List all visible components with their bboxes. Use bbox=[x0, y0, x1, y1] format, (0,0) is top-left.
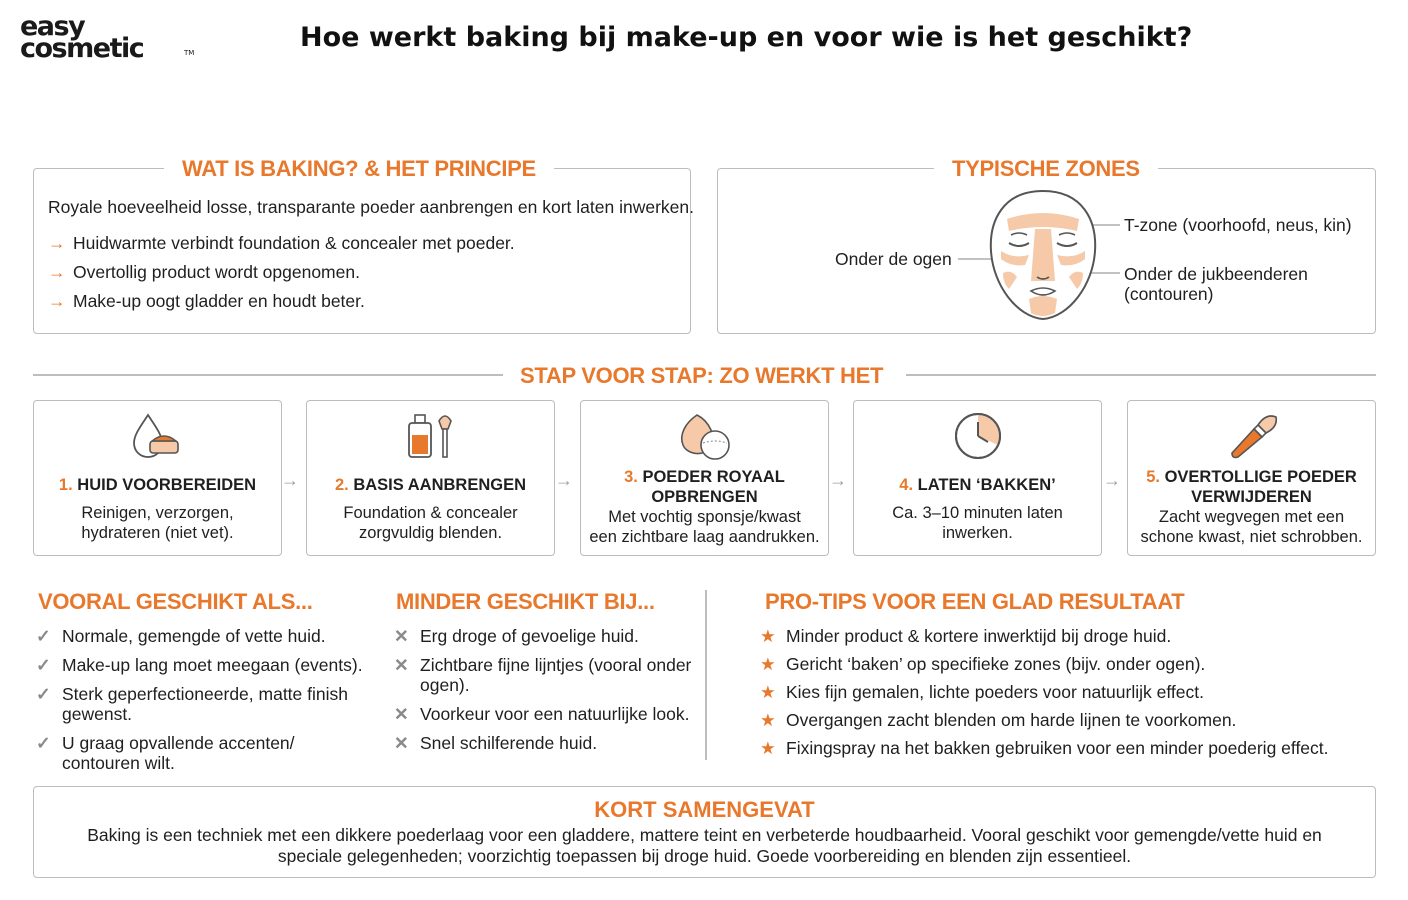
list-item bbox=[394, 704, 694, 724]
tips-list bbox=[760, 626, 1370, 766]
list-item bbox=[36, 684, 376, 724]
step-card-3 bbox=[580, 400, 829, 556]
step-title-line2: OPBRENGEN bbox=[651, 488, 758, 506]
brand-logo-line1: easy bbox=[20, 11, 85, 42]
list-item bbox=[760, 738, 1370, 758]
tips-title: PRO-TIPS VOOR EEN GLAD RESULTAAT bbox=[765, 589, 1185, 614]
suitable-title: VOORAL GESCHIKT ALS... bbox=[38, 589, 313, 614]
zone-label-under-eyes: Onder de ogen bbox=[835, 249, 952, 269]
cross-icon: ✕ bbox=[394, 626, 409, 646]
zone-label-t-zone: T-zone (voorhoofd, neus, kin) bbox=[1124, 215, 1352, 235]
check-icon: ✓ bbox=[36, 684, 51, 704]
step-card-5 bbox=[1127, 400, 1376, 556]
principle-item-text: Overtollig product wordt opgenomen. bbox=[73, 262, 360, 282]
step-desc-line2: schone kwast, niet schrobben. bbox=[1140, 528, 1363, 546]
star-icon: ★ bbox=[760, 710, 776, 730]
step-desc-line2: zorgvuldig blenden. bbox=[358, 524, 503, 542]
step-desc-line1: Foundation & concealer bbox=[343, 504, 518, 522]
list-item-text: Fixingspray na het bakken gebruiken voor een minder poederig effect. bbox=[786, 738, 1329, 758]
cross-icon: ✕ bbox=[394, 704, 409, 724]
list-item-text: Normale, gemengde of vette huid. bbox=[62, 626, 326, 646]
step-title-line1: OVERTOLLIGE POEDER bbox=[1164, 468, 1357, 486]
check-icon: ✓ bbox=[36, 655, 51, 675]
clock-icon bbox=[948, 411, 1008, 461]
step-title: HUID VOORBEREIDEN bbox=[77, 476, 257, 494]
step-title-line2: VERWIJDEREN bbox=[1191, 488, 1312, 506]
zones-title: TYPISCHE ZONES bbox=[934, 156, 1158, 182]
star-icon: ★ bbox=[760, 738, 776, 758]
step-number: 5. bbox=[1146, 468, 1160, 486]
principle-item-text: Huidwarmte verbindt foundation & concealer met poeder. bbox=[73, 233, 515, 253]
list-item bbox=[36, 626, 376, 646]
step-desc-line2: inwerken. bbox=[942, 524, 1013, 542]
section-divider-right bbox=[906, 374, 1376, 376]
list-item-text: Voorkeur voor een natuurlijke look. bbox=[420, 704, 690, 724]
list-item-text: Overgangen zacht blenden om harde lijnen te voorkomen. bbox=[786, 710, 1237, 730]
summary-title: KORT SAMENGEVAT bbox=[594, 797, 815, 822]
step-title: BASIS AANBRENGEN bbox=[353, 476, 526, 494]
brush-icon bbox=[1222, 411, 1282, 461]
zone-label-cheekbones: Onder de jukbeenderen bbox=[1124, 264, 1308, 284]
arrow-right-icon: → bbox=[48, 262, 66, 282]
principle-item bbox=[48, 291, 515, 320]
list-item-text: Minder product & kortere inwerktijd bij droge huid. bbox=[786, 626, 1172, 646]
droplet-cream-icon bbox=[128, 411, 188, 461]
arrow-right-icon: → bbox=[1103, 470, 1121, 490]
face-zones-icon bbox=[973, 185, 1113, 325]
brand-logo-line2: cosmetic bbox=[20, 33, 144, 64]
summary-text: Baking is een techniek met een dikkere poederlaag voor een gladdere, mattere teint en verbeterde houdbaarheid. Vooral geschikt voor gemengde/vette huid en speciale gelegenheden; voorzichtig toepassen bij droge huid. Goede voorbereiding en blenden zijn essentieel. bbox=[87, 825, 1322, 866]
zones-panel bbox=[717, 156, 1376, 334]
list-item-text: Zichtbare fijne lijntjes (vooral onder ogen). bbox=[420, 655, 692, 695]
zone-label-contour: (contouren) bbox=[1124, 284, 1214, 304]
step-desc-line1: Ca. 3–10 minuten laten bbox=[892, 504, 1063, 522]
cross-icon: ✕ bbox=[394, 655, 409, 675]
foundation-bottle-icon bbox=[401, 411, 461, 461]
principle-item bbox=[48, 262, 515, 291]
arrow-right-icon: → bbox=[555, 470, 573, 490]
list-item bbox=[760, 682, 1370, 702]
check-icon: ✓ bbox=[36, 733, 51, 753]
suitable-list bbox=[36, 626, 376, 782]
arrow-right-icon: → bbox=[281, 470, 299, 490]
principle-intro: Royale hoeveelheid losse, transparante poeder aanbrengen en kort laten inwerken. bbox=[48, 197, 694, 217]
step-title-line1: POEDER ROYAAL bbox=[642, 468, 785, 486]
section-divider-left bbox=[33, 374, 503, 376]
star-icon: ★ bbox=[760, 682, 776, 702]
principle-item-text: Make-up oogt gladder en houdt beter. bbox=[73, 291, 365, 311]
principle-panel bbox=[33, 156, 694, 334]
step-number: 4. bbox=[899, 476, 914, 494]
step-card-2 bbox=[306, 400, 555, 556]
brand-logo bbox=[20, 11, 195, 64]
list-item-text: Gericht ‘baken’ op specifieke zones (bijv. onder ogen). bbox=[786, 654, 1206, 674]
principle-item bbox=[48, 233, 515, 262]
step-desc-line1: Reinigen, verzorgen, bbox=[81, 504, 234, 522]
arrow-right-icon: → bbox=[48, 291, 66, 311]
step-number: 3. bbox=[624, 468, 638, 486]
step-number: 1. bbox=[58, 476, 73, 494]
check-icon: ✓ bbox=[36, 626, 51, 646]
step-desc-line1: Met vochtig sponsje/kwast bbox=[608, 508, 801, 526]
list-item bbox=[394, 733, 694, 753]
less-suitable-list bbox=[394, 626, 694, 762]
summary-panel bbox=[33, 786, 1376, 878]
list-item bbox=[760, 710, 1370, 730]
cross-icon: ✕ bbox=[394, 733, 409, 753]
step-desc-line1: Zacht wegvegen met een bbox=[1158, 508, 1345, 526]
principle-list bbox=[48, 233, 515, 320]
list-item bbox=[760, 654, 1370, 674]
list-item bbox=[760, 626, 1370, 646]
steps-section-title: STAP VOOR STAP: ZO WERKT HET bbox=[520, 363, 884, 388]
step-title: LATEN ‘BAKKEN’ bbox=[917, 476, 1056, 494]
list-item bbox=[36, 733, 376, 773]
less-suitable-title: MINDER GESCHIKT BIJ... bbox=[396, 589, 655, 614]
step-desc-line2: hydrateren (niet vet). bbox=[81, 524, 234, 542]
list-item-text: Sterk geperfectioneerde, matte finish gewenst. bbox=[62, 684, 348, 724]
list-item-text: Erg droge of gevoelige huid. bbox=[420, 626, 639, 646]
arrow-right-icon: → bbox=[48, 233, 66, 253]
column-divider bbox=[705, 590, 707, 760]
step-desc-line2: een zichtbare laag aandrukken. bbox=[589, 528, 820, 546]
list-item-text: Kies fijn gemalen, lichte poeders voor natuurlijk effect. bbox=[786, 682, 1204, 702]
list-item bbox=[36, 655, 376, 675]
step-card-1 bbox=[33, 400, 282, 556]
step-number: 2. bbox=[334, 476, 349, 494]
star-icon: ★ bbox=[760, 654, 776, 674]
list-item-text: U graag opvallende accenten/ contouren wilt. bbox=[62, 733, 295, 773]
list-item bbox=[394, 655, 694, 695]
list-item bbox=[394, 626, 694, 646]
star-icon: ★ bbox=[760, 626, 776, 646]
brand-logo-trademark: TM bbox=[184, 49, 195, 57]
arrow-right-icon: → bbox=[829, 470, 847, 490]
list-item-text: Make-up lang moet meegaan (events). bbox=[62, 655, 363, 675]
list-item-text: Snel schilferende huid. bbox=[420, 733, 598, 753]
page-title: Hoe werkt baking bij make-up en voor wie is het geschikt? bbox=[300, 22, 1193, 53]
step-card-4 bbox=[853, 400, 1102, 556]
sponge-puff-icon bbox=[675, 411, 735, 461]
principle-title: WAT IS BAKING? & HET PRINCIPE bbox=[164, 156, 554, 182]
